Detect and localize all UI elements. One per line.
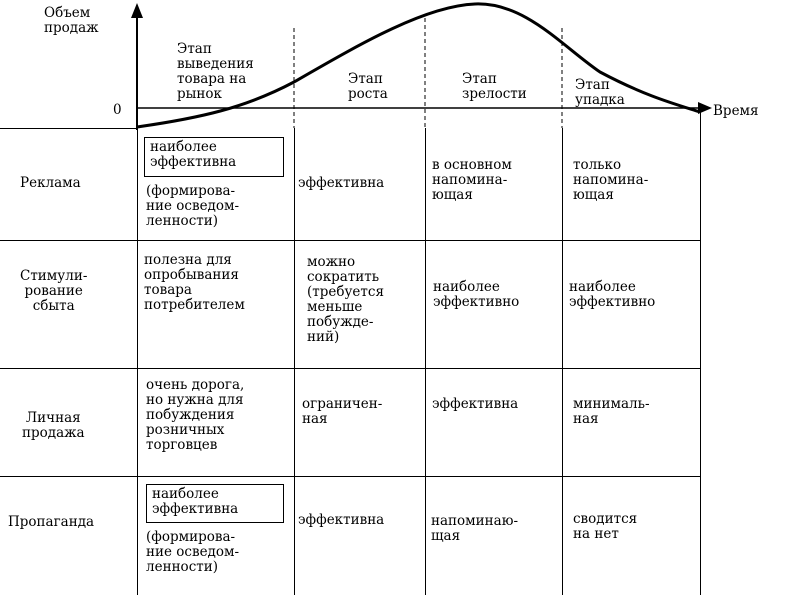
cell-advertising-maturity: в основном напомина- ющая (432, 157, 512, 203)
col-divider-4 (700, 108, 701, 595)
table-top-border-left (0, 128, 138, 129)
cell-sales-promotion-maturity: наиболее эффективно (433, 279, 520, 310)
cell-advertising-intro-boxed: наиболее эффективна (150, 139, 237, 170)
col-divider-1 (294, 128, 295, 595)
cell-personal-selling-intro: очень дорога, но нужна для побуждения розничных торговцев (146, 377, 245, 453)
row-divider-1 (0, 240, 700, 241)
y-axis-arrow (131, 3, 143, 18)
cell-advertising-growth: эффективна (298, 175, 385, 191)
row-name-advertising: Реклама (20, 175, 81, 191)
origin-label: 0 (113, 102, 122, 118)
col-divider-0 (137, 128, 138, 595)
cell-personal-selling-growth: ограничен- ная (302, 396, 383, 427)
stage-label-introduction: Этап выведения товара на рынок (177, 41, 254, 102)
row-divider-2 (0, 368, 700, 369)
cell-publicity-growth: эффективна (298, 512, 385, 528)
cell-publicity-decline: сводится на нет (573, 511, 638, 542)
cell-publicity-intro-boxed: наиболее эффективна (152, 486, 239, 517)
stage-label-maturity: Этап зрелости (462, 71, 527, 102)
stage-label-growth: Этап роста (348, 71, 388, 102)
x-axis-label: Время (713, 103, 759, 119)
cell-personal-selling-maturity: эффективна (432, 396, 519, 412)
y-axis-label: Объем продаж (44, 5, 99, 36)
row-name-sales-promotion: Стимули- рование сбыта (20, 268, 88, 314)
stage-label-decline: Этап упадка (575, 77, 625, 108)
col-divider-3 (562, 128, 563, 595)
row-name-publicity: Пропаганда (8, 514, 95, 530)
cell-publicity-intro: (формирова- ние осведом- ленности) (146, 529, 240, 575)
cell-sales-promotion-intro: полезна для опробывания товара потребителем (144, 252, 245, 313)
cell-sales-promotion-growth: можно сократить (требуется меньше побужде- ний) (307, 254, 384, 345)
cell-personal-selling-decline: минималь- ная (573, 396, 650, 427)
cell-advertising-intro: (формирова- ние осведом- ленности) (146, 183, 240, 229)
cell-advertising-decline: только напомина- ющая (573, 157, 649, 203)
row-name-personal-selling: Личная продажа (22, 410, 85, 441)
col-divider-2 (425, 128, 426, 595)
cell-sales-promotion-decline: наиболее эффективно (569, 279, 656, 310)
cell-publicity-maturity: напоминаю- щая (431, 513, 519, 544)
row-divider-3 (0, 476, 700, 477)
